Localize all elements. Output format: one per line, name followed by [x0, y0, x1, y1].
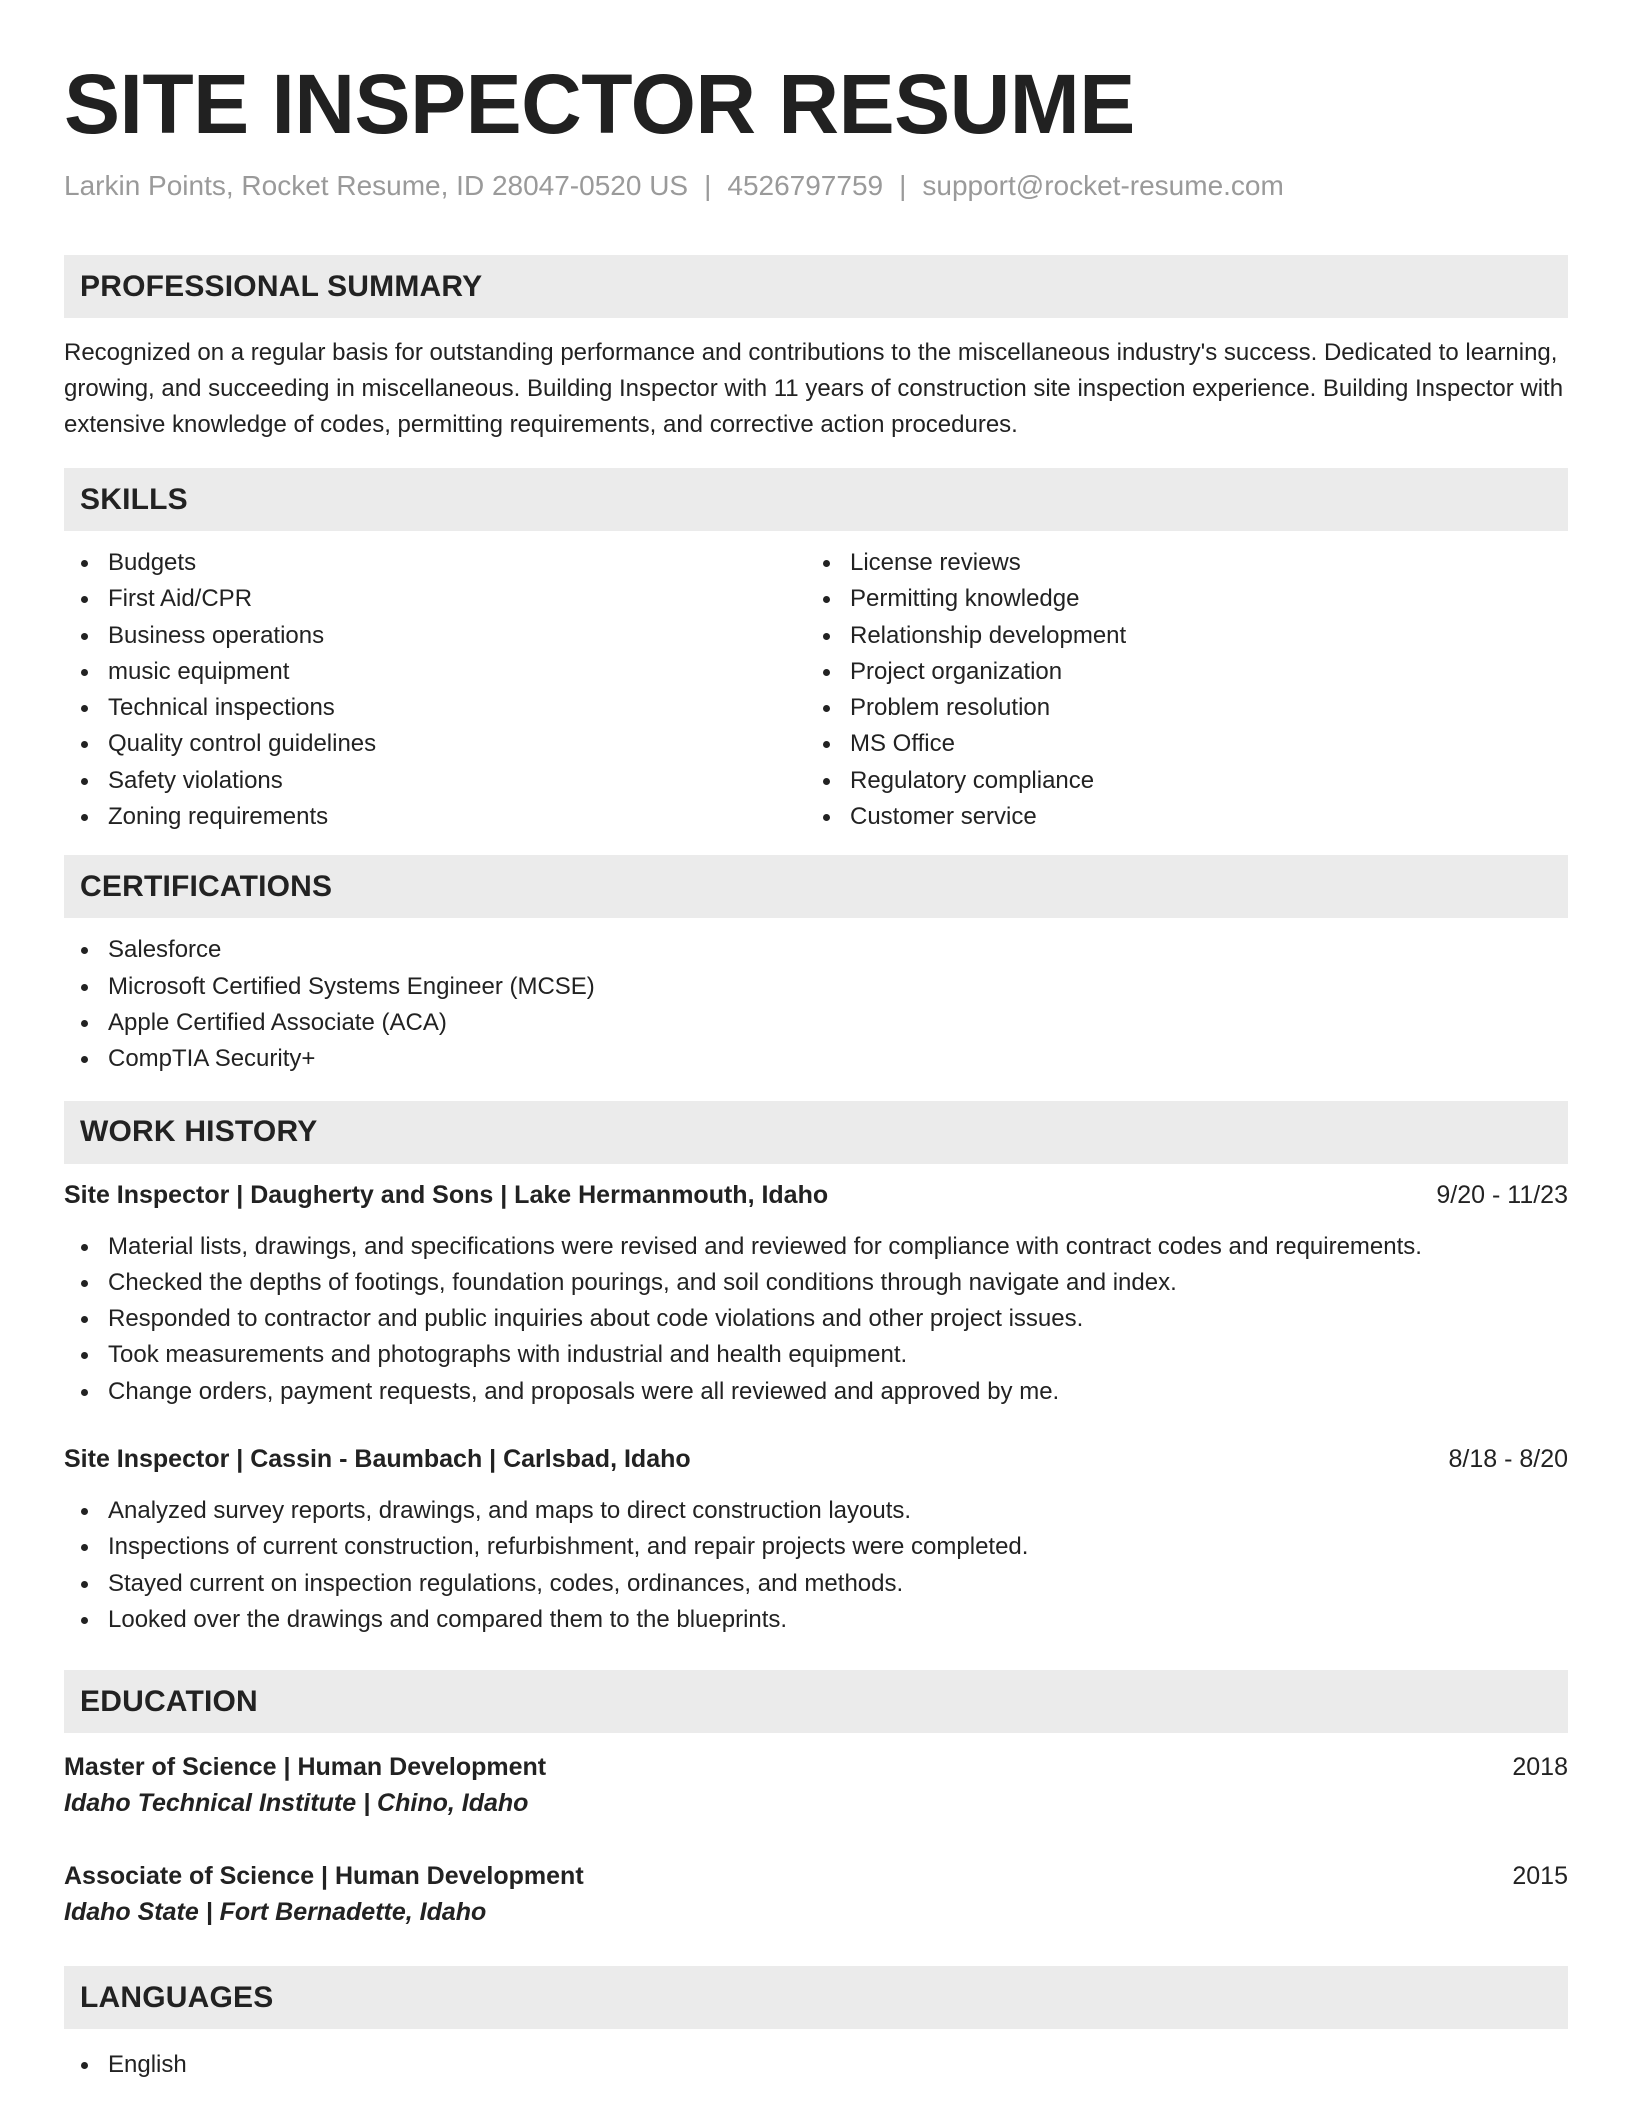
- education-header: [64, 1749, 1568, 1785]
- skill-item: Safety violations: [64, 763, 806, 799]
- skill-item: Regulatory compliance: [806, 763, 1548, 799]
- job-bullets: [64, 1229, 1568, 1410]
- education-school: Idaho State | Fort Bernadette, Idaho: [64, 1898, 487, 1927]
- skill-item: Technical inspections: [64, 690, 806, 726]
- education-year: 2018: [1512, 1753, 1568, 1782]
- skill-item: Project organization: [806, 654, 1548, 690]
- job-entry: [64, 1441, 1568, 1638]
- section-heading-education: EDUCATION: [64, 1670, 1568, 1733]
- skills-grid: [64, 545, 1568, 835]
- section-heading-skills: SKILLS: [64, 468, 1568, 531]
- job-bullet: Checked the depths of footings, foundation pourings, and soil conditions through navigate and index.: [64, 1265, 1568, 1301]
- skill-item: Business operations: [64, 618, 806, 654]
- education-header: [64, 1858, 1568, 1894]
- certifications-list: [64, 932, 1568, 1077]
- job-bullets: [64, 1493, 1568, 1638]
- contact-separator: |: [899, 170, 907, 201]
- job-header: [64, 1441, 1568, 1477]
- skill-item: Problem resolution: [806, 690, 1548, 726]
- job-bullet: Material lists, drawings, and specifications were revised and reviewed for compliance with contract codes and requirements.: [64, 1229, 1568, 1265]
- education-year: 2015: [1512, 1862, 1568, 1891]
- job-title: Site Inspector | Daugherty and Sons | Lake Hermanmouth, Idaho: [64, 1180, 829, 1209]
- section-heading-summary: PROFESSIONAL SUMMARY: [64, 255, 1568, 318]
- job-bullet: Analyzed survey reports, drawings, and maps to direct construction layouts.: [64, 1493, 1568, 1529]
- job-bullet: Took measurements and photographs with industrial and health equipment.: [64, 1337, 1568, 1373]
- skill-item: Zoning requirements: [64, 799, 806, 835]
- contact-separator: |: [704, 170, 712, 201]
- certification-item: Apple Certified Associate (ACA): [64, 1005, 1568, 1041]
- job-bullet: Looked over the drawings and compared them to the blueprints.: [64, 1602, 1568, 1638]
- contact-line: [64, 168, 1568, 204]
- job-bullet: Change orders, payment requests, and proposals were all reviewed and approved by me.: [64, 1374, 1568, 1410]
- skill-item: Customer service: [806, 799, 1548, 835]
- certification-item: Salesforce: [64, 932, 1568, 968]
- section-heading-certifications: CERTIFICATIONS: [64, 855, 1568, 918]
- job-title: Site Inspector | Cassin - Baumbach | Carlsbad, Idaho: [64, 1445, 691, 1474]
- skill-item: Quality control guidelines: [64, 726, 806, 762]
- summary-text: Recognized on a regular basis for outstanding performance and contributions to the miscellaneous industry's success. Dedicated to learning, growing, and succeeding in miscellaneous. Building Inspector with 11 years of construction site inspection experience. Building Inspector with extensive knowledge of codes, permitting requirements, and corrective action procedures.: [64, 339, 1564, 438]
- certification-item: CompTIA Security+: [64, 1041, 1568, 1077]
- job-bullet: Stayed current on inspection regulations, codes, ordinances, and methods.: [64, 1566, 1568, 1602]
- skill-item: Permitting knowledge: [806, 581, 1548, 617]
- contact-email: support@rocket-resume.com: [922, 170, 1284, 201]
- certification-item: Microsoft Certified Systems Engineer (MCSE): [64, 969, 1568, 1005]
- language-item: English: [64, 2047, 1568, 2083]
- section-heading-work-history: WORK HISTORY: [64, 1101, 1568, 1164]
- skill-item: music equipment: [64, 654, 806, 690]
- contact-phone: 4526797759: [727, 170, 884, 201]
- skill-item: Budgets: [64, 545, 806, 581]
- skill-item: Relationship development: [806, 618, 1548, 654]
- education-entry: [64, 1749, 1568, 1821]
- skills-list-left: [64, 545, 806, 835]
- education-degree: Master of Science | Human Development: [64, 1753, 547, 1782]
- job-dates: 8/18 - 8/20: [1448, 1445, 1568, 1474]
- skills-list-right: [806, 545, 1548, 835]
- resume-title: SITE INSPECTOR RESUME: [64, 57, 1135, 151]
- skill-item: MS Office: [806, 726, 1548, 762]
- skill-item: License reviews: [806, 545, 1548, 581]
- education-school: Idaho Technical Institute | Chino, Idaho: [64, 1789, 529, 1818]
- job-dates: 9/20 - 11/23: [1436, 1180, 1568, 1209]
- education-degree: Associate of Science | Human Development: [64, 1862, 584, 1891]
- job-bullet: Inspections of current construction, refurbishment, and repair projects were completed.: [64, 1529, 1568, 1565]
- skill-item: First Aid/CPR: [64, 581, 806, 617]
- contact-address: Larkin Points, Rocket Resume, ID 28047-0520 US: [64, 170, 689, 201]
- section-heading-languages: LANGUAGES: [64, 1966, 1568, 2029]
- job-entry: [64, 1177, 1568, 1410]
- job-header: [64, 1177, 1568, 1213]
- languages-list: [64, 2047, 1568, 2083]
- education-entry: [64, 1858, 1568, 1930]
- job-bullet: Responded to contractor and public inquiries about code violations and other project issues.: [64, 1301, 1568, 1337]
